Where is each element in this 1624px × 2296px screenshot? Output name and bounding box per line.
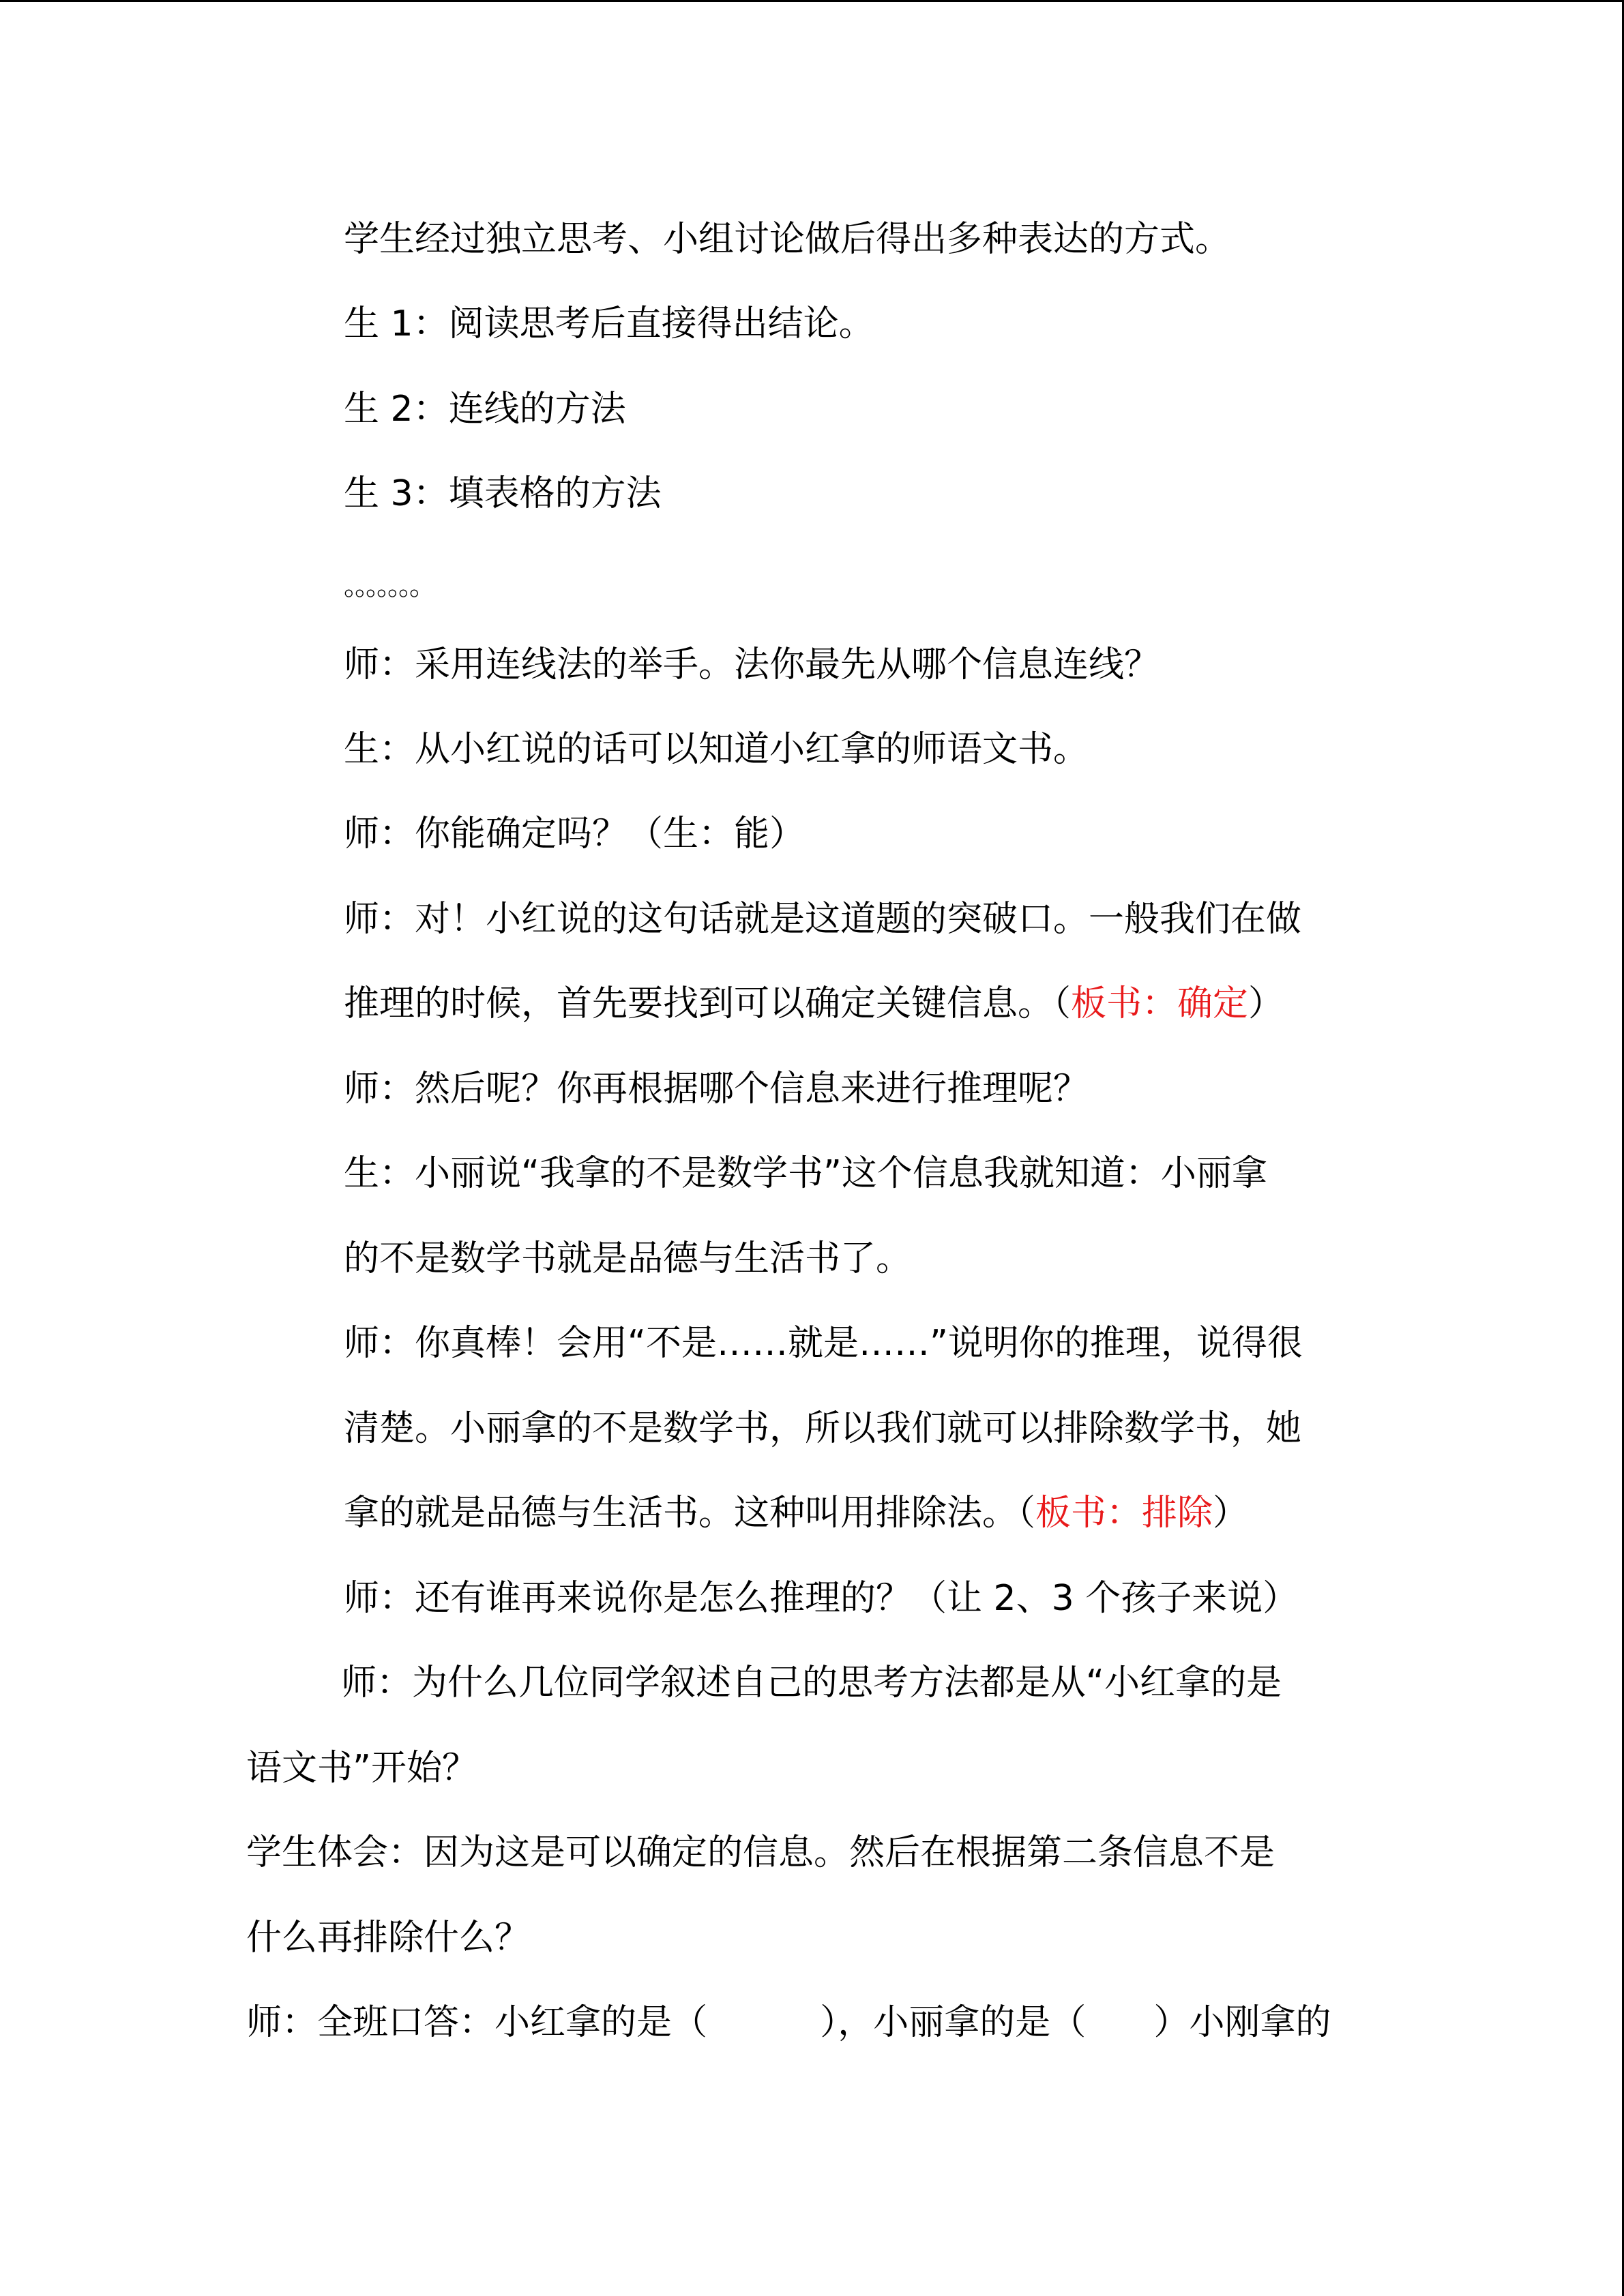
exclusion-close: ） xyxy=(1213,1493,1249,1534)
page-top-border xyxy=(0,0,1624,2)
paragraph-student-methods: 学生经过独立思考、小组讨论做后得出多种表达的方式。 xyxy=(344,219,1231,260)
paragraph-student-realize-line1: 学生体会：因为这是可以确定的信息。然后在根据第二条信息不是 xyxy=(246,1832,1275,1873)
paragraph-teacher-class-answer: 师：全班口答：小红拿的是（ ），小丽拿的是（ ）小刚拿的 xyxy=(246,2002,1331,2043)
paragraph-teacher-breakthrough-line1: 师：对！小红说的这句话就是这道题的突破口。一般我们在做 xyxy=(344,899,1302,940)
paragraph-student-2: 生 2：连线的方法 xyxy=(344,389,626,430)
paragraph-teacher-why-line1: 师：为什么几位同学叙述自己的思考方法都是从“小红拿的是 xyxy=(341,1663,1282,1703)
paragraph-teacher-why-line2: 语文书”开始？ xyxy=(246,1748,477,1789)
paragraph-student-xiaohong: 生：从小红说的话可以知道小红拿的师语文书。 xyxy=(344,729,1089,770)
board-note-exclude: 板书：排除 xyxy=(1035,1493,1213,1534)
paragraph-teacher-who-else: 师：还有谁再来说你是怎么推理的？（让 2、3 个孩子来说） xyxy=(344,1578,1299,1619)
paragraph-student-xiaoli-line2: 的不是数学书就是品德与生活书了。 xyxy=(344,1238,912,1279)
paragraph-student-realize-line2: 什么再排除什么？ xyxy=(246,1918,531,1958)
paragraph-teacher-praise-line3 xyxy=(344,1489,1248,1537)
paragraph-teacher-praise-line1: 师：你真棒！会用“不是……就是……”说明你的推理，说得很 xyxy=(344,1323,1303,1364)
paragraph-teacher-breakthrough-line2 xyxy=(344,980,1284,1028)
paragraph-teacher-praise-line2: 清楚。小丽拿的不是数学书，所以我们就可以排除数学书，她 xyxy=(344,1408,1302,1449)
exclusion-text: 拿的就是品德与生活书。这种叫用排除法。（ xyxy=(344,1493,1036,1534)
paragraph-student-1: 生 1：阅读思考后直接得出结论。 xyxy=(344,303,874,344)
paragraph-student-3: 生 3：填表格的方法 xyxy=(344,473,662,514)
breakthrough-close: ） xyxy=(1248,983,1284,1024)
board-note-confirm: 板书：确定 xyxy=(1071,983,1249,1024)
breakthrough-text: 推理的时候，首先要找到可以确定关键信息。（ xyxy=(344,983,1072,1024)
paragraph-teacher-next: 师：然后呢？你再根据哪个信息来进行推理呢？ xyxy=(344,1069,1089,1109)
paragraph-teacher-confirm: 师：你能确定吗？（生：能） xyxy=(344,814,806,854)
paragraph-teacher-line-method: 师：采用连线法的举手。法你最先从哪个信息连线？ xyxy=(344,644,1160,685)
paragraph-ellipsis: 。。。。。。。 xyxy=(344,570,434,601)
paragraph-student-xiaoli-line1: 生：小丽说“我拿的不是数学书”这个信息我就知道：小丽拿 xyxy=(344,1153,1267,1194)
